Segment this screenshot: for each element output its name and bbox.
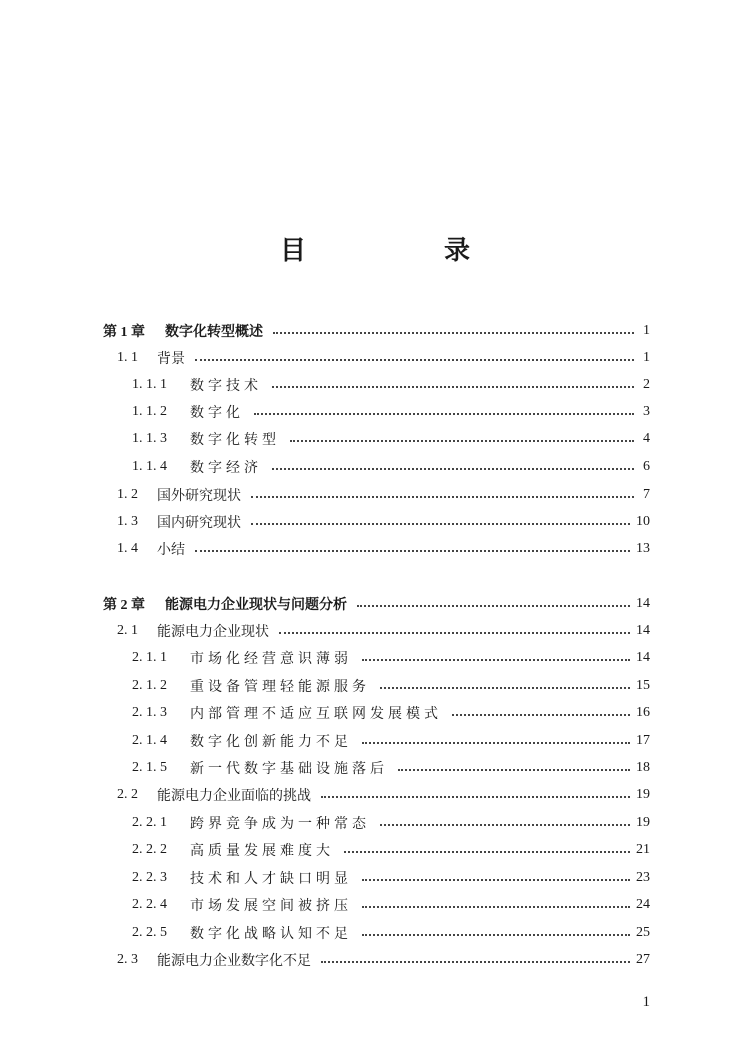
toc-entry-number: 2. 1	[117, 623, 138, 638]
dot-leader	[321, 796, 630, 798]
toc-entry-title: 高质量发展难度大	[190, 843, 334, 859]
toc-entry-number: 第 1 章	[103, 325, 145, 340]
toc-entry-page: 1	[643, 323, 650, 338]
toc-entry-page: 1	[643, 350, 650, 365]
toc-entry-page: 17	[636, 733, 650, 748]
dot-leader	[398, 769, 630, 771]
toc-entry-number: 2. 2. 4	[132, 897, 167, 912]
toc-entry-page: 2	[643, 377, 650, 392]
toc-entry-page: 3	[643, 404, 650, 419]
page-title: 目 录	[279, 236, 526, 266]
toc-entry[interactable]	[132, 728, 650, 754]
dot-leader	[380, 824, 630, 826]
toc-entry-number: 1. 1. 4	[132, 459, 167, 474]
dot-leader	[251, 523, 630, 525]
toc-entry-title: 数字化	[190, 405, 244, 421]
toc-entry-number: 2. 2. 3	[132, 870, 167, 885]
toc-entry-title: 数字化战略认知不足	[190, 926, 352, 942]
dot-leader	[362, 742, 630, 744]
dot-leader	[452, 714, 630, 716]
dot-leader	[272, 386, 634, 388]
toc-entry-page: 25	[636, 925, 650, 940]
toc-entry-page: 14	[636, 623, 650, 638]
dot-leader	[251, 496, 634, 498]
toc-entry-number: 1. 2	[117, 487, 138, 502]
dot-leader	[272, 468, 634, 470]
toc-entry-number: 2. 1. 2	[132, 678, 167, 693]
toc-entry-number: 1. 4	[117, 541, 138, 556]
dot-leader	[195, 359, 634, 361]
toc-entry[interactable]	[132, 920, 650, 946]
toc-entry-page: 10	[636, 514, 650, 529]
toc-entry-page: 14	[636, 596, 650, 611]
toc-entry-title: 能源电力企业面临的挑战	[157, 788, 311, 804]
toc-entry-title: 数字化转型	[190, 432, 280, 448]
toc-entry-title: 数字化创新能力不足	[190, 734, 352, 750]
toc-entry[interactable]	[103, 591, 650, 617]
toc-entry-title: 国内研究现状	[157, 515, 241, 531]
dot-leader	[362, 879, 630, 881]
toc-entry-title: 市场化经营意识薄弱	[190, 651, 352, 667]
toc-entry-number: 2. 2. 5	[132, 925, 167, 940]
dot-leader	[195, 550, 630, 552]
toc-entry[interactable]	[132, 673, 650, 699]
toc-entry[interactable]	[117, 618, 650, 644]
toc-entry-page: 15	[636, 678, 650, 693]
toc-entry-title: 数字技术	[190, 378, 262, 394]
toc-entry-number: 1. 1. 3	[132, 431, 167, 446]
toc-entry[interactable]	[103, 318, 650, 344]
toc-entry-page: 24	[636, 897, 650, 912]
toc-entry[interactable]	[132, 892, 650, 918]
toc-entry-title: 能源电力企业现状与问题分析	[165, 597, 347, 613]
toc-entry[interactable]	[117, 345, 650, 371]
dot-leader	[321, 961, 630, 963]
toc-entry-title: 技术和人才缺口明显	[190, 871, 352, 887]
dot-leader	[362, 906, 630, 908]
toc-entry[interactable]	[132, 645, 650, 671]
toc-entry-title: 跨界竞争成为一种常态	[190, 816, 370, 832]
toc-entry-page: 19	[636, 815, 650, 830]
toc-entry[interactable]	[132, 426, 650, 452]
dot-leader	[380, 687, 630, 689]
dot-leader	[279, 632, 630, 634]
toc-entry-page: 6	[643, 459, 650, 474]
toc-entry-number: 1. 1	[117, 350, 138, 365]
toc-entry-title: 小结	[157, 542, 185, 558]
dot-leader	[344, 851, 630, 853]
toc-entry[interactable]	[132, 399, 650, 425]
page-number: 1	[642, 994, 650, 1010]
toc-entry[interactable]	[132, 810, 650, 836]
toc-entry[interactable]	[117, 782, 650, 808]
toc-entry-title: 背景	[157, 351, 185, 367]
toc-entry-number: 2. 1. 3	[132, 705, 167, 720]
toc-entry-page: 23	[636, 870, 650, 885]
toc-entry-title: 内部管理不适应互联网发展模式	[190, 706, 442, 722]
toc-entry[interactable]	[132, 755, 650, 781]
toc-entry[interactable]	[132, 454, 650, 480]
toc-entry-number: 2. 2	[117, 787, 138, 802]
toc-entry[interactable]	[132, 372, 650, 398]
toc-entry-page: 13	[636, 541, 650, 556]
toc-entry-page: 18	[636, 760, 650, 775]
dot-leader	[254, 413, 634, 415]
dot-leader	[357, 605, 630, 607]
toc-entry-title: 能源电力企业数字化不足	[157, 953, 311, 969]
toc-entry-title: 数字经济	[190, 460, 262, 476]
toc-entry-number: 2. 2. 1	[132, 815, 167, 830]
toc-entry-page: 14	[636, 650, 650, 665]
toc-entry-title: 数字化转型概述	[165, 324, 263, 340]
toc-entry-title: 国外研究现状	[157, 488, 241, 504]
dot-leader	[362, 934, 630, 936]
toc-entry[interactable]	[117, 947, 650, 973]
toc-entry-page: 4	[643, 431, 650, 446]
toc-entry-title: 市场发展空间被挤压	[190, 898, 352, 914]
toc-entry-number: 2. 3	[117, 952, 138, 967]
toc-entry-title: 新一代数字基础设施落后	[190, 761, 388, 777]
toc-entry-number: 2. 1. 1	[132, 650, 167, 665]
toc-entry[interactable]	[132, 700, 650, 726]
dot-leader	[273, 332, 634, 334]
toc-entry-title: 能源电力企业现状	[157, 624, 269, 640]
toc-entry-number: 2. 1. 4	[132, 733, 167, 748]
toc-entry-page: 19	[636, 787, 650, 802]
dot-leader	[362, 659, 630, 661]
dot-leader	[290, 440, 634, 442]
toc-entry-number: 1. 1. 1	[132, 377, 167, 392]
toc-entry-number: 2. 2. 2	[132, 842, 167, 857]
toc-entry[interactable]	[117, 509, 650, 535]
toc-entry-number: 1. 3	[117, 514, 138, 529]
toc-entry-number: 1. 1. 2	[132, 404, 167, 419]
toc-entry-page: 21	[636, 842, 650, 857]
toc-entry-page: 27	[636, 952, 650, 967]
toc-entry[interactable]	[117, 536, 650, 562]
toc-entry-page: 16	[636, 705, 650, 720]
toc-entry-number: 第 2 章	[103, 598, 145, 613]
toc-entry[interactable]	[132, 837, 650, 863]
toc-entry[interactable]	[132, 865, 650, 891]
toc-entry-number: 2. 1. 5	[132, 760, 167, 775]
toc-entry-page: 7	[643, 487, 650, 502]
toc-entry[interactable]	[117, 482, 650, 508]
toc-entry-title: 重设备管理轻能源服务	[190, 679, 370, 695]
